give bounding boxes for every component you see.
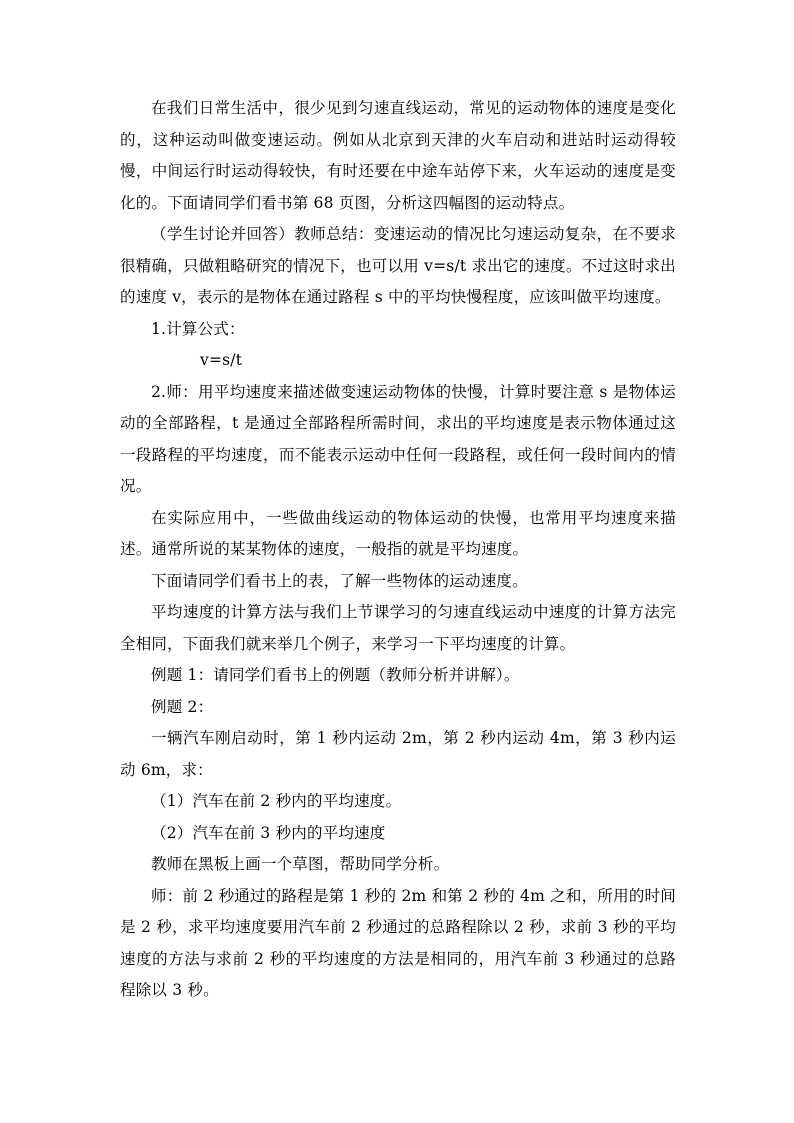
paragraph-calculation-method: 平均速度的计算方法与我们上节课学习的匀速直线运动中速度的计算方法完全相同，下面我们就来举几个例子，来学习一下平均速度的计算。: [120, 603, 676, 653]
paragraph-teacher-note: 2.师：用平均速度来描述做变速运动物体的快慢，计算时要注意 s 是物体运动的全部路程，t 是通过全部路程所需时间，求出的平均速度是表示物体通过这一段路程的平均速度，而不能表示运动中任何一段路程，或任何一段时间内的情况。: [120, 382, 676, 495]
document-body: [120, 93, 676, 1007]
paragraph-example-2-problem: 一辆汽车刚启动时，第 1 秒内运动 2m，第 2 秒内运动 4m，第 3 秒内运动 6m，求：: [120, 729, 676, 779]
paragraph-table-reference: 下面请同学们看书上的表，了解一些物体的运动速度。: [151, 571, 528, 590]
paragraph-sketch-note: 教师在黑板上画一个草图，帮助同学分析。: [151, 855, 450, 873]
paragraph-example-2-heading: 例题 2：: [151, 697, 214, 716]
paragraph-teacher-summary: （学生讨论并回答）教师总结：变速运动的情况比匀速运动复杂，在不要求很精确，只做粗略研究的情况下，也可以用 v=s/t 求出它的速度。不过这时求出的速度 v，表示的是物体在通过路程 s 中的平均快慢程度，应该叫做平均速度。: [120, 225, 676, 306]
paragraph-example-1: 例题 1：请同学们看书上的例题（教师分析并讲解）。: [151, 666, 520, 684]
paragraph-formula-heading: 1.计算公式：: [151, 319, 245, 338]
paragraph-question-2: （2）汽车在前 3 秒内的平均速度: [151, 823, 386, 842]
paragraph-application: 在实际应用中，一些做曲线运动的物体运动的快慢，也常用平均速度来描述。通常所说的某某物体的速度，一般指的就是平均速度。: [120, 508, 676, 558]
paragraph-solution: 师：前 2 秒通过的路程是第 1 秒的 2m 和第 2 秒的 4m 之和，所用的时间是 2 秒，求平均速度要用汽车前 2 秒通过的总路程除以 2 秒，求前 3 秒的平均速度的方法与求前 2 秒的平均速度的方法是相同的，用汽车前 3 秒通过的总路程除以 3 秒。: [120, 886, 676, 999]
paragraph-intro: 在我们日常生活中，很少见到匀速直线运动，常见的运动物体的速度是变化的，这种运动叫做变速运动。例如从北京到天津的火车启动和进站时运动得较慢，中间运行时运动得较快，有时还要在中途车站停下来，火车运动的速度是变化的。下面请同学们看书第 68 页图，分析这四幅图的运动特点。: [120, 99, 676, 212]
formula: v=s/t: [200, 351, 243, 369]
paragraph-question-1: （1）汽车在前 2 秒内的平均速度。: [151, 792, 402, 810]
